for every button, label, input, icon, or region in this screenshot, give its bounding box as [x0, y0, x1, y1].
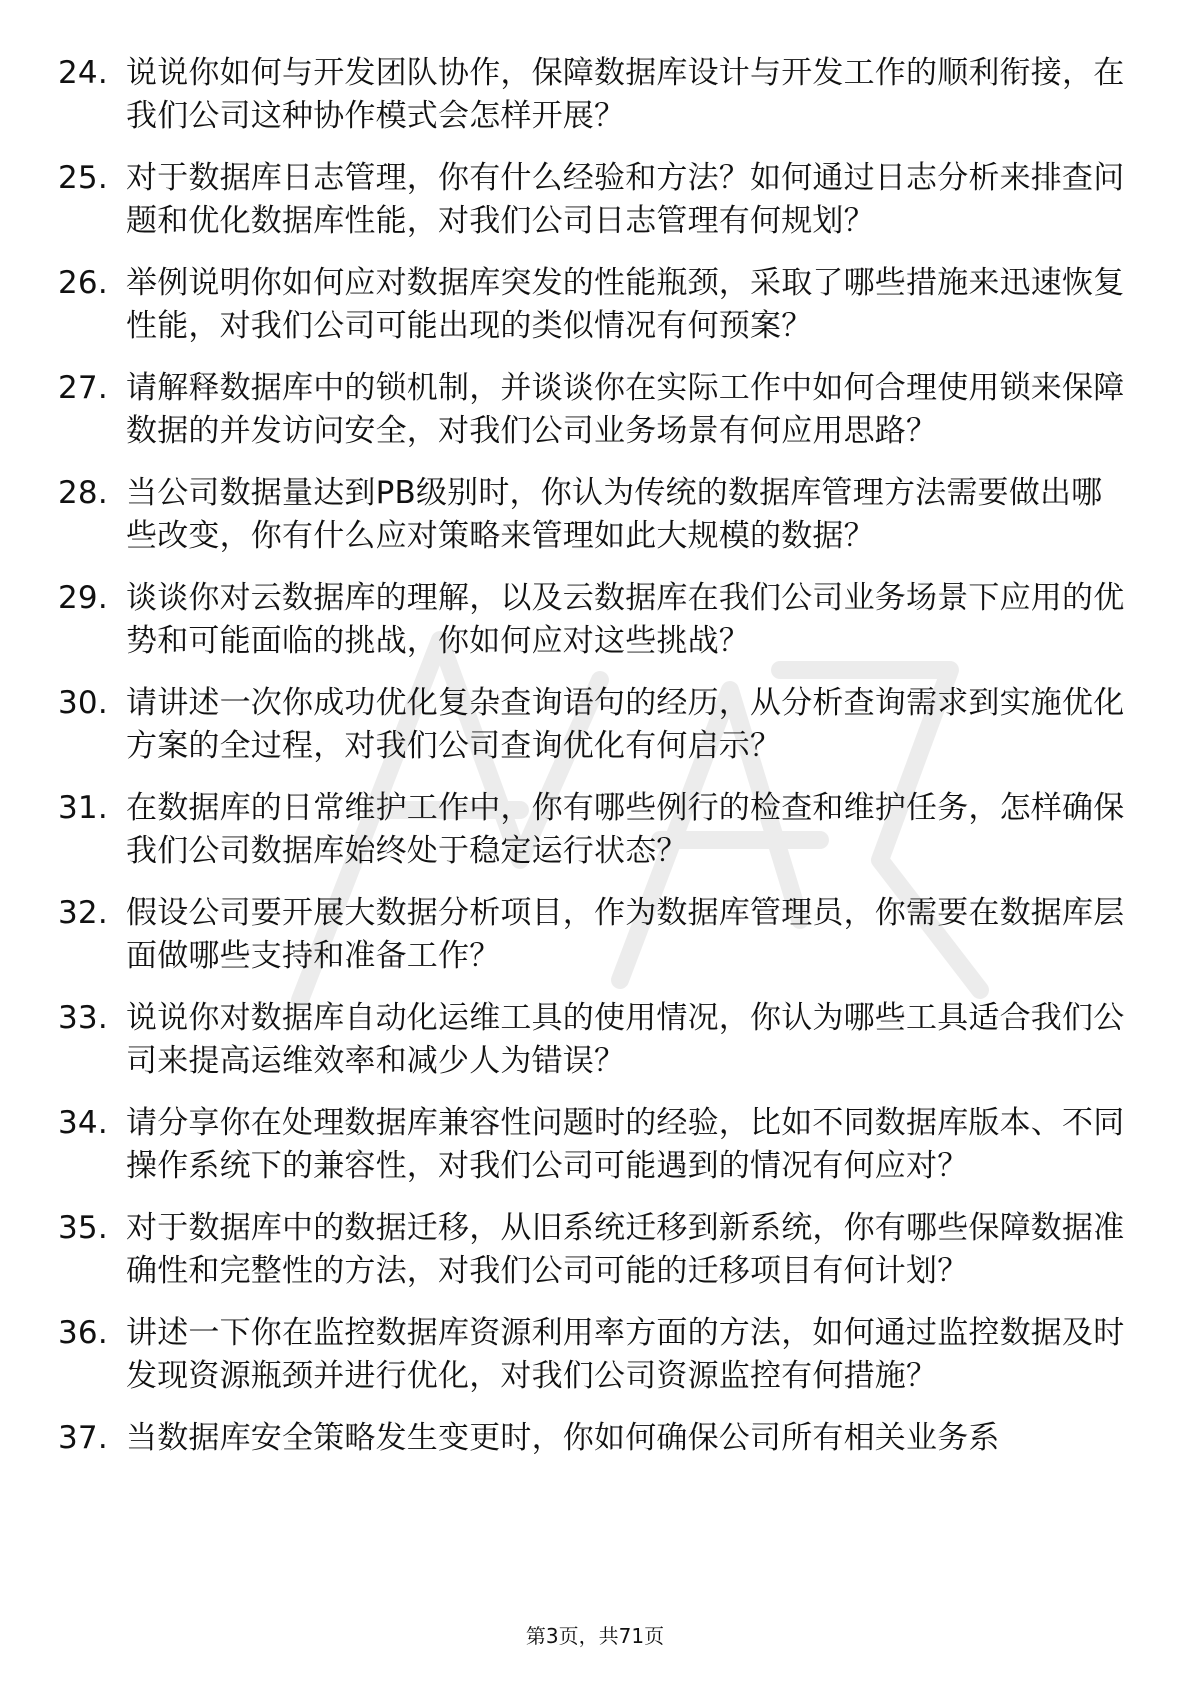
question-text: 请解释数据库中的锁机制，并谈谈你在实际工作中如何合理使用锁来保障数据的并发访问安全，对我们公司业务场景有何应用思路？ [126, 370, 1125, 449]
question-item [58, 262, 1138, 348]
question-item [58, 52, 1138, 138]
question-number: 26. [58, 265, 108, 301]
question-text: 说说你如何与开发团队协作，保障数据库设计与开发工作的顺利衔接，在我们公司这种协作模式会怎样开展？ [126, 55, 1125, 134]
question-text: 请讲述一次你成功优化复杂查询语句的经历，从分析查询需求到实施优化方案的全过程，对我们公司查询优化有何启示？ [126, 685, 1125, 764]
question-text: 对于数据库日志管理，你有什么经验和方法？如何通过日志分析来排查问题和优化数据库性能，对我们公司日志管理有何规划？ [126, 160, 1125, 239]
question-number: 31. [58, 790, 108, 826]
question-text: 假设公司要开展大数据分析项目，作为数据库管理员，你需要在数据库层面做哪些支持和准备工作？ [126, 895, 1125, 974]
question-list [58, 52, 1138, 1479]
question-item [58, 682, 1138, 768]
question-item [58, 157, 1138, 243]
question-text: 举例说明你如何应对数据库突发的性能瓶颈，采取了哪些措施来迅速恢复性能，对我们公司可能出现的类似情况有何预案？ [126, 265, 1125, 344]
question-item [58, 1312, 1138, 1398]
question-text: 讲述一下你在监控数据库资源利用率方面的方法，如何通过监控数据及时发现资源瓶颈并进行优化，对我们公司资源监控有何措施？ [126, 1315, 1125, 1394]
page-footer: 第3页，共71页 [525, 1624, 665, 1648]
question-item [58, 472, 1138, 558]
question-number: 29. [58, 580, 108, 616]
question-number: 30. [58, 685, 108, 721]
question-number: 35. [58, 1210, 108, 1246]
question-number: 37. [58, 1420, 108, 1456]
question-item [58, 997, 1138, 1083]
question-number: 36. [58, 1315, 108, 1351]
question-number: 25. [58, 160, 108, 196]
question-number: 24. [58, 55, 108, 91]
question-number: 33. [58, 1000, 108, 1036]
question-text: 在数据库的日常维护工作中，你有哪些例行的检查和维护任务，怎样确保我们公司数据库始终处于稳定运行状态？ [126, 790, 1125, 869]
question-item [58, 367, 1138, 453]
question-text: 谈谈你对云数据库的理解，以及云数据库在我们公司业务场景下应用的优势和可能面临的挑战，你如何应对这些挑战？ [126, 580, 1125, 659]
question-text: 请分享你在处理数据库兼容性问题时的经验，比如不同数据库版本、不同操作系统下的兼容性，对我们公司可能遇到的情况有何应对？ [126, 1105, 1125, 1184]
question-number: 28. [58, 475, 108, 511]
question-text: 对于数据库中的数据迁移，从旧系统迁移到新系统，你有哪些保障数据准确性和完整性的方法，对我们公司可能的迁移项目有何计划？ [126, 1210, 1125, 1289]
question-number: 32. [58, 895, 108, 931]
question-text: 说说你对数据库自动化运维工具的使用情况，你认为哪些工具适合我们公司来提高运维效率和减少人为错误？ [126, 1000, 1125, 1079]
question-item [58, 892, 1138, 978]
question-number: 27. [58, 370, 108, 406]
question-item [58, 1207, 1138, 1293]
question-item [58, 787, 1138, 873]
question-number: 34. [58, 1105, 108, 1141]
question-text: 当公司数据量达到PB级别时，你认为传统的数据库管理方法需要做出哪些改变，你有什么应对策略来管理如此大规模的数据？ [126, 475, 1103, 554]
question-text: 当数据库安全策略发生变更时，你如何确保公司所有相关业务系 [126, 1420, 1000, 1456]
question-item [58, 1417, 1138, 1460]
question-item [58, 577, 1138, 663]
question-item [58, 1102, 1138, 1188]
